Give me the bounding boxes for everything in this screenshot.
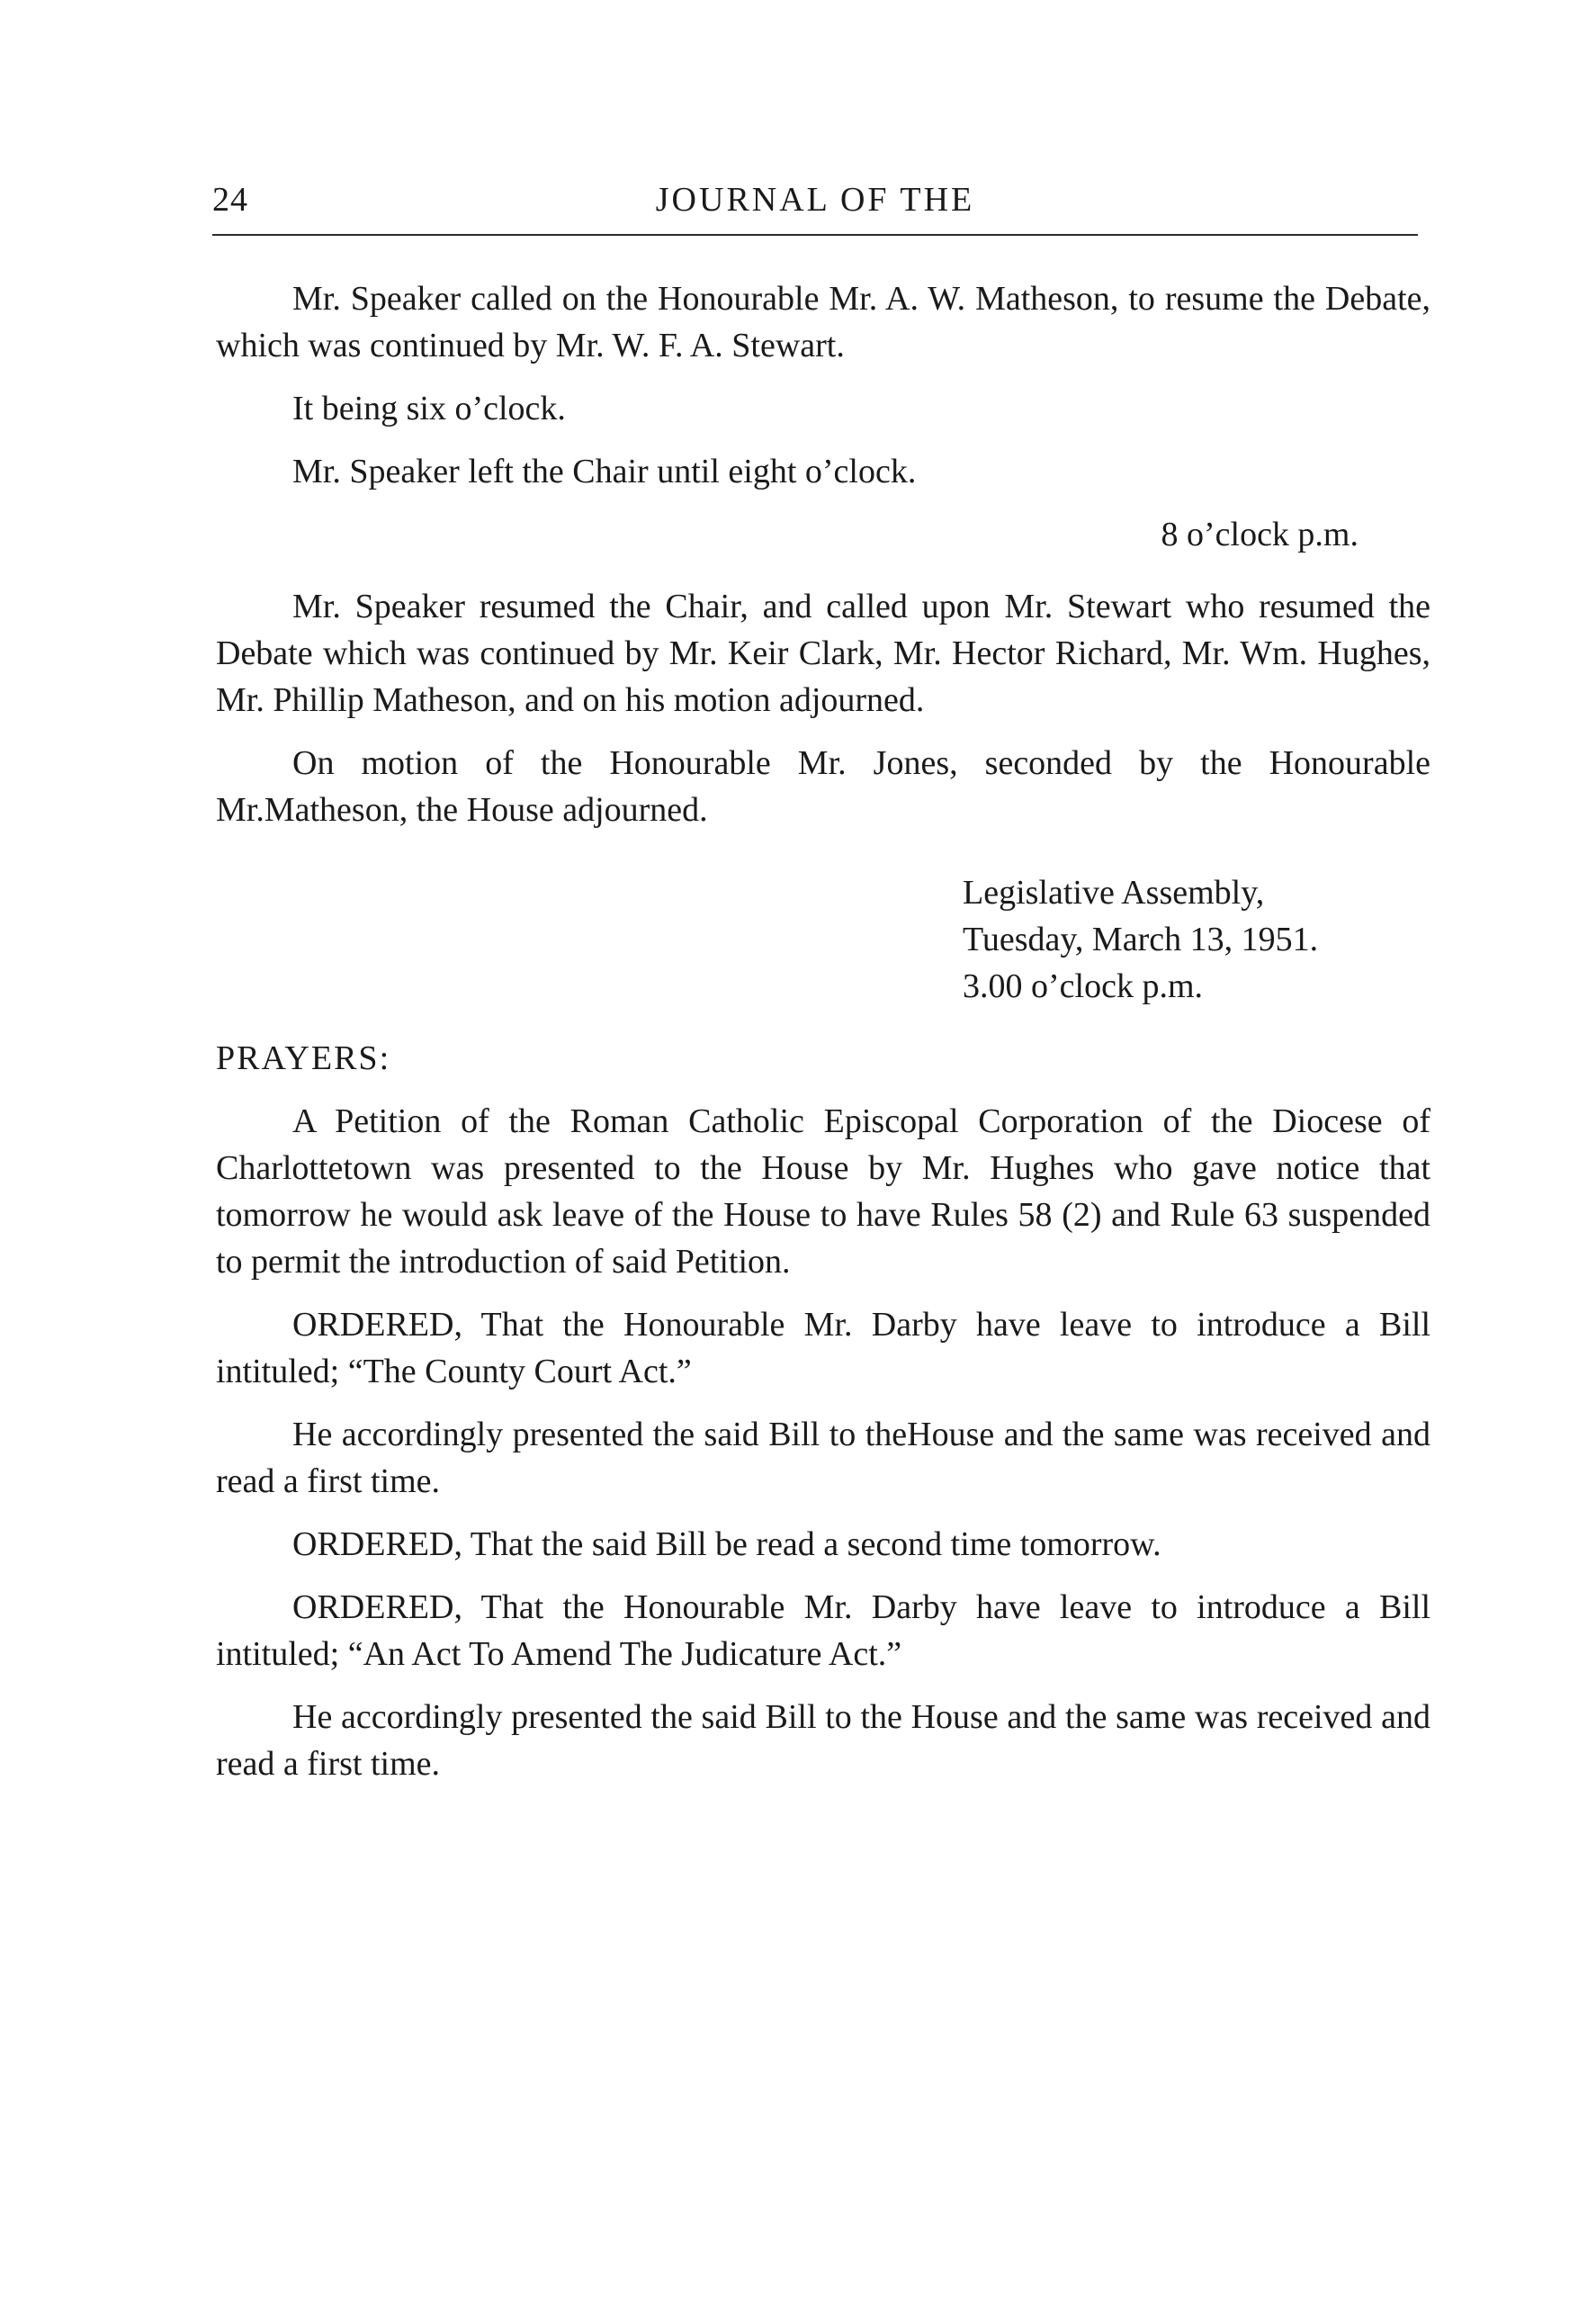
paragraph-speaker-resumed: Mr. Speaker resumed the Chair, and called upon Mr. Stewart who resumed the Debate which was continued by Mr. Keir Clark, Mr. Hector Richard, Mr. Wm. Hughes, Mr. Phillip Matheson, and on his motion adjourned. [216, 588, 1430, 719]
paragraph-speaker-left: Mr. Speaker left the Chair until eight o’clock. [292, 453, 917, 490]
page-header [212, 180, 1418, 236]
paragraph-bill-presented-2: He accordingly presented the said Bill to the House and the same was received and read a first time. [216, 1698, 1430, 1783]
page-number: 24 [212, 181, 248, 219]
dateline-date: Tuesday, March 13, 1951. [963, 921, 1319, 958]
time-marker-eight: 8 o’clock p.m. [1161, 516, 1358, 553]
header-rule [212, 234, 1418, 236]
paragraph-six-oclock: It being six o’clock. [292, 390, 566, 427]
journal-body [216, 275, 1430, 1803]
paragraph-second-reading: ORDERED, That the said Bill be read a second time tomorrow. [292, 1525, 1161, 1563]
paragraph-petition: A Petition of the Roman Catholic Episcopal Corporation of the Diocese of Charlottetown was presented to the House by Mr. Hughes who gave notice that tomorrow he would ask leave of the House to have Rules 58 (2) and Rule 63 suspended to permit the introduction of said Petition. [216, 1102, 1430, 1281]
paragraph-ordered-county-court: ORDERED, That the Honourable Mr. Darby have leave to introduce a Bill intituled; “The County Court Act.” [216, 1306, 1430, 1390]
paragraph-ordered-judicature: ORDERED, That the Honourable Mr. Darby have leave to introduce a Bill intituled; “An Act To Amend The Judicature Act.” [216, 1588, 1430, 1673]
paragraph-house-adjourned: On motion of the Honourable Mr. Jones, seconded by the Honourable Mr.Matheson, the House adjourned. [216, 744, 1430, 829]
dateline-time: 3.00 o’clock p.m. [963, 967, 1204, 1005]
session-dateline [963, 869, 1430, 1010]
paragraph-debate-resumed: Mr. Speaker called on the Honourable Mr. A. W. Matheson, to resume the Debate, which was continued by Mr. W. F. A. Stewart. [216, 280, 1430, 364]
prayers-heading: PRAYERS: [216, 1039, 391, 1077]
paragraph-bill-presented-1: He accordingly presented the said Bill to theHouse and the same was received and read a first time. [216, 1416, 1430, 1500]
dateline-assembly: Legislative Assembly, [963, 874, 1265, 912]
running-title: JOURNAL OF THE [655, 181, 975, 219]
